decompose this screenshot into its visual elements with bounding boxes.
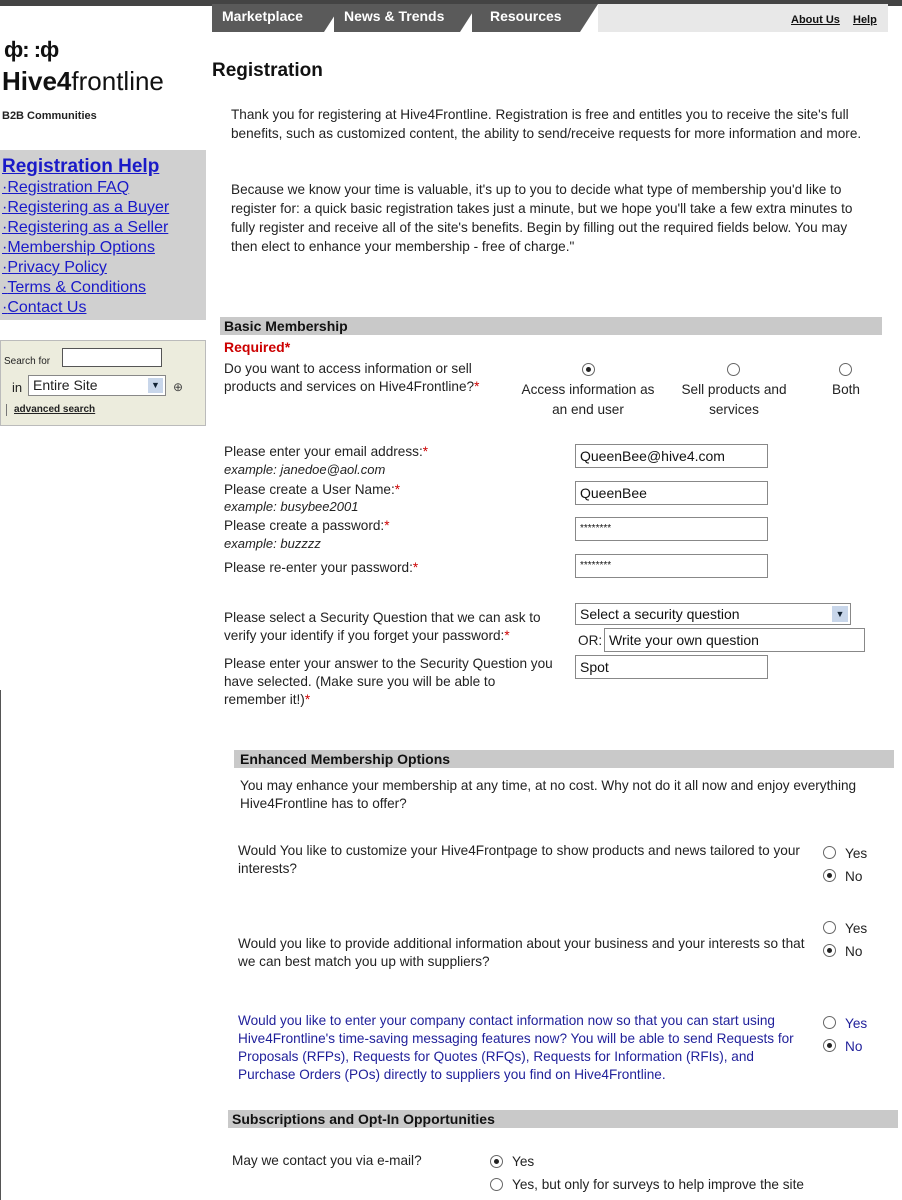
radio-label-sell-products: Sell products and services [681,382,787,417]
enhanced-membership-heading: Enhanced Membership Options [234,750,894,768]
security-question-select[interactable]: Select a security question ▼ [575,603,851,625]
radio-email-yes[interactable] [490,1155,503,1168]
sidebar-link-membership-options[interactable]: ·Membership Options [2,239,155,256]
radio-label-no: No [845,869,863,884]
email-example: example: janedoe@aol.com [224,462,386,477]
radio-label-access-information: Access information as an end user [521,382,655,417]
radio-label-email-surveys-only: Yes, but only for surveys to help improve the site [512,1177,804,1192]
username-field[interactable]: QueenBee [575,481,768,505]
left-divider [0,690,1,1200]
radio-access-information[interactable] [582,363,595,376]
password-field[interactable]: ******** [575,517,768,541]
radio-contact-info-no[interactable] [823,1039,836,1052]
subscriptions-heading: Subscriptions and Opt-In Opportunities [228,1110,898,1128]
go-arrow-icon[interactable]: ⊕ [173,380,184,394]
logo-tagline: B2B Communities [2,110,97,122]
reenter-password-field[interactable]: ******** [575,554,768,578]
tab-divider [580,4,598,32]
security-question-label: Please select a Security Question that we can ask to verify your identify if you forget your password:* [224,610,541,643]
radio-label-yes: Yes [845,1016,868,1031]
radio-customize-no[interactable] [823,869,836,882]
advanced-search-link[interactable]: advanced search [14,404,96,415]
tab-resources[interactable]: Resources [472,4,580,32]
sidebar-link-privacy-policy[interactable]: ·Privacy Policy [2,259,107,276]
radio-contact-info-yes[interactable] [823,1016,836,1029]
radio-label-email-yes: Yes [512,1154,535,1169]
enhanced-question-customize: Would You like to customize your Hive4Frontpage to show products and news tailored to your interests? [238,843,800,876]
chevron-down-icon: ▼ [148,378,163,393]
registration-help-title[interactable]: Registration Help [2,156,160,177]
tab-marketplace[interactable]: Marketplace [212,4,324,32]
radio-label-yes: Yes [845,921,868,936]
enhanced-question-contact-info: Would you like to enter your company contact information now so that you can start using Hive4Frontline's time-saving messaging features now? You will be able to send Requests for Proposals (RFPs), Requests for Quotes (RFQs), Requests for Information (RFIs), and Purchase Orders (POs) directly to suppliers you find on Hive4Frontline. [238,1013,794,1082]
or-label: OR: [578,633,603,648]
tab-news-trends[interactable]: News & Trends [334,4,460,32]
sidebar-link-terms[interactable]: ·Terms & Conditions [2,279,147,296]
enhanced-intro: You may enhance your membership at any time, at no cost. Why not do it all now and enjoy everything Hive4Frontline has to offer? [240,778,857,811]
password-label: Please create a password:* [224,518,390,533]
radio-label-no: No [845,1039,863,1054]
chevron-down-icon: ▼ [832,606,848,622]
help-link[interactable]: Help [853,14,877,26]
radio-label-no: No [845,944,863,959]
divider [6,404,7,416]
username-label: Please create a User Name:* [224,482,401,497]
sidebar-link-registration-faq[interactable]: ·Registration FAQ [2,179,130,196]
enhanced-question-business-info: Would you like to provide additional information about your business and your interests so that we can best match you up with suppliers? [238,936,805,969]
search-input[interactable] [62,348,162,367]
password-example: example: buzzzz [224,536,321,551]
access-question: Do you want to access information or sell products and services on Hive4Frontline?* [224,361,480,394]
basic-membership-heading: Basic Membership [220,317,882,335]
radio-customize-yes[interactable] [823,846,836,859]
sidebar-link-buyer[interactable]: ·Registering as a Buyer [2,199,170,216]
search-scope-select[interactable]: Entire Site ▼ [28,375,166,396]
security-answer-label: Please enter your answer to the Security Question you have selected. (Make sure you will be able to remember it!)* [224,656,553,707]
intro-paragraph-2: Because we know your time is valuable, it's up to you to decide what type of membership you'd like to register for: a quick basic registration takes just a minute, but we hope you'll take a few extra minutes to fully register and receive all of the site's benefits. Begin by filling out the required fields below. You may then elect to enhance your membership - free of charge." [231,182,853,254]
logo-mark: ф: :ф [4,37,59,62]
security-answer-field[interactable]: Spot [575,655,768,679]
scope-label: in [12,380,23,395]
intro-paragraph-1: Thank you for registering at Hive4Frontline. Registration is free and entitles you to receive the site's full benefits, such as customized content, the ability to send/receive requests for more information and more. [231,107,862,141]
utility-bar [598,4,888,32]
page-title: Registration [212,60,323,81]
radio-sell-products[interactable] [727,363,740,376]
email-label: Please enter your email address:* [224,444,429,459]
reenter-password-label: Please re-enter your password:* [224,560,419,575]
sidebar-link-seller[interactable]: ·Registering as a Seller [2,219,169,236]
search-label: Search for [4,356,51,367]
email-field[interactable]: QueenBee@hive4.com [575,444,768,468]
radio-label-both: Both [832,382,860,397]
radio-business-info-no[interactable] [823,944,836,957]
radio-email-surveys-only[interactable] [490,1178,503,1191]
username-example: example: busybee2001 [224,499,359,514]
own-question-field[interactable]: Write your own question [604,628,865,652]
about-us-link[interactable]: About Us [791,14,840,26]
email-contact-question: May we contact you via e-mail? [232,1153,422,1168]
sidebar-link-contact-us[interactable]: ·Contact Us [2,299,87,316]
radio-label-yes: Yes [845,846,868,861]
radio-business-info-yes[interactable] [823,921,836,934]
required-label: Required* [224,339,291,355]
radio-both[interactable] [839,363,852,376]
logo-name[interactable]: Hive4frontline [2,66,164,96]
